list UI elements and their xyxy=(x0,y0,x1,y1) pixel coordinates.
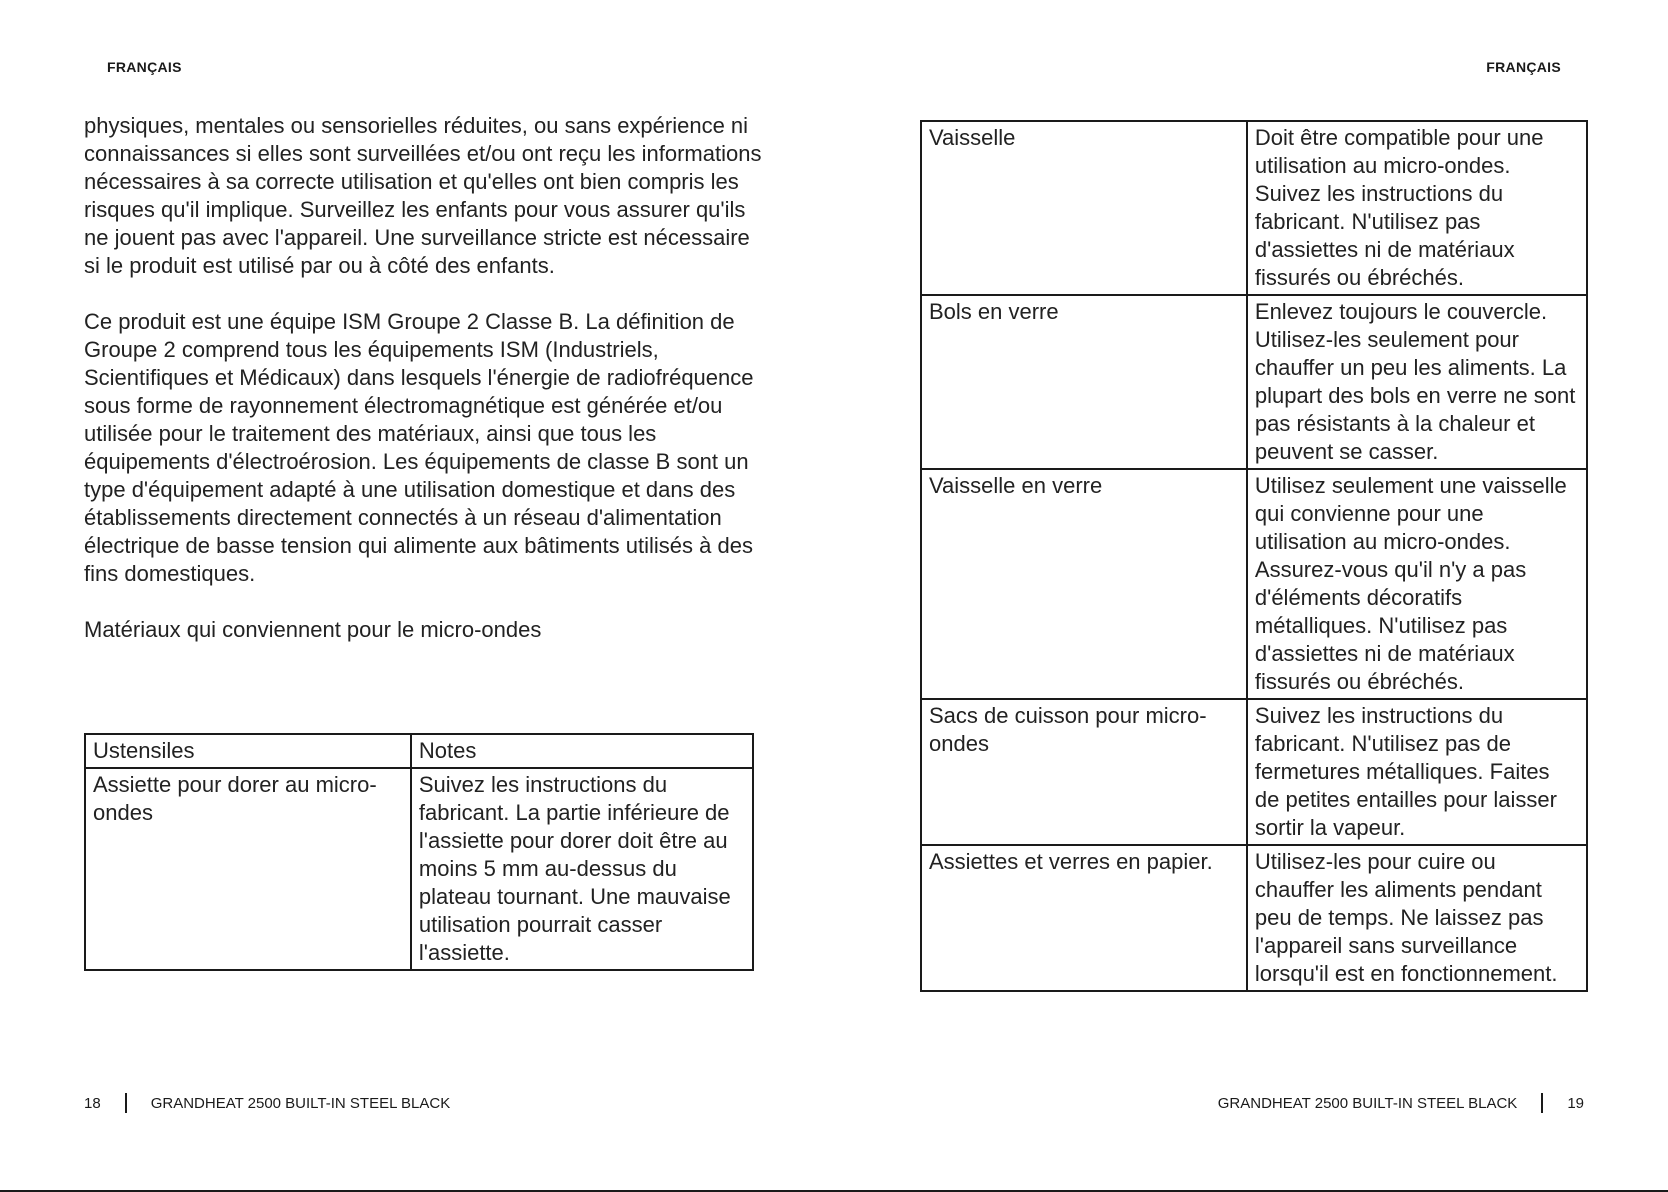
notes-cell: Enlevez toujours le couvercle. Utilisez-les seulement pour chauffer un peu les aliments. La plupart des bols en verre ne sont pas résistants à la chaleur et peuvent se casser. xyxy=(1247,295,1587,469)
notes-cell: Suivez les instructions du fabricant. La partie inférieure de l'assiette pour dorer doit être au moins 5 mm au-dessus du plateau tournant. Une mauvaise utilisation pourrait casser l'assiette. xyxy=(411,768,753,970)
footer-left xyxy=(84,1093,450,1113)
paragraph-ism-class: Ce produit est une équipe ISM Groupe 2 Classe B. La définition de Groupe 2 comprend tous les équipements ISM (Industriels, Scientifiques et Médicaux) dans lesquels l'énergie de radiofréquence sous forme de rayonnement électromagnétique est générée et/ou utilisée pour le traitement des matériaux, ainsi que tous les équipements d'électroérosion. Les équipements de classe B sont un type d'équipement adapté à une utilisation domestique et dans des établissements directement connectés à un réseau d'alimentation électrique de basse tension qui alimente aux bâtiments utilisés à des fins domestiques. xyxy=(84,309,754,586)
product-name: GRANDHEAT 2500 BUILT-IN STEEL BLACK xyxy=(1217,1094,1518,1112)
page-number: 18 xyxy=(84,1094,101,1112)
language-header-left: FRANÇAIS xyxy=(107,59,182,75)
materials-table-left xyxy=(84,733,754,971)
language-header-right: FRANÇAIS xyxy=(1486,59,1561,75)
table-row xyxy=(921,845,1587,991)
utensil-cell: Bols en verre xyxy=(921,295,1247,469)
header-cell-utensils: Ustensiles xyxy=(85,734,411,768)
header-cell-notes: Notes xyxy=(411,734,753,768)
utensil-cell: Assiettes et verres en papier. xyxy=(921,845,1247,991)
utensil-cell: Vaisselle en verre xyxy=(921,469,1247,699)
utensil-cell: Assiette pour dorer au micro-ondes xyxy=(85,768,411,970)
left-body-text xyxy=(84,112,764,672)
table-row xyxy=(921,469,1587,699)
table-row xyxy=(85,768,753,970)
utensil-cell: Vaisselle xyxy=(921,121,1247,295)
notes-cell: Doit être compatible pour une utilisation au micro-ondes. Suivez les instructions du fabricant. N'utilisez pas d'assiettes ni de matériaux fissurés ou ébréchés. xyxy=(1247,121,1587,295)
table-row xyxy=(921,295,1587,469)
notes-cell: Suivez les instructions du fabricant. N'utilisez pas de fermetures métalliques. Faites de petites entailles pour laisser sortir la vapeur. xyxy=(1247,699,1587,845)
footer-right xyxy=(1218,1093,1584,1113)
footer-separator xyxy=(125,1093,127,1113)
product-name: GRANDHEAT 2500 BUILT-IN STEEL BLACK xyxy=(150,1094,451,1112)
table-caption: Matériaux qui conviennent pour le micro-ondes xyxy=(84,617,542,642)
footer-separator xyxy=(1541,1093,1543,1113)
notes-cell: Utilisez-les pour cuire ou chauffer les aliments pendant peu de temps. Ne laissez pas l'appareil sans surveillance lorsqu'il est en fonctionnement. xyxy=(1247,845,1587,991)
paragraph-supervision: physiques, mentales ou sensorielles réduites, ou sans expérience ni connaissances si elles sont surveillées et/ou ont reçu les informations nécessaires à sa correcte utilisation et qu'elles ont bien compris les risques qu'il implique. Surveillez les enfants pour vous assurer qu'ils ne jouent pas avec l'appareil. Une surveillance stricte est nécessaire si le produit est utilisé par ou à côté des enfants. xyxy=(84,113,762,278)
materials-table-right xyxy=(920,120,1588,992)
notes-cell: Utilisez seulement une vaisselle qui convienne pour une utilisation au micro-ondes. Assurez-vous qu'il n'y a pas d'éléments décoratifs métalliques. N'utilisez pas d'assiettes ni de matériaux fissurés ou ébréchés. xyxy=(1247,469,1587,699)
utensil-cell: Sacs de cuisson pour micro-ondes xyxy=(921,699,1247,845)
page-number: 19 xyxy=(1567,1094,1584,1112)
table-row xyxy=(921,121,1587,295)
table-row xyxy=(921,699,1587,845)
table-header-row xyxy=(85,734,753,768)
